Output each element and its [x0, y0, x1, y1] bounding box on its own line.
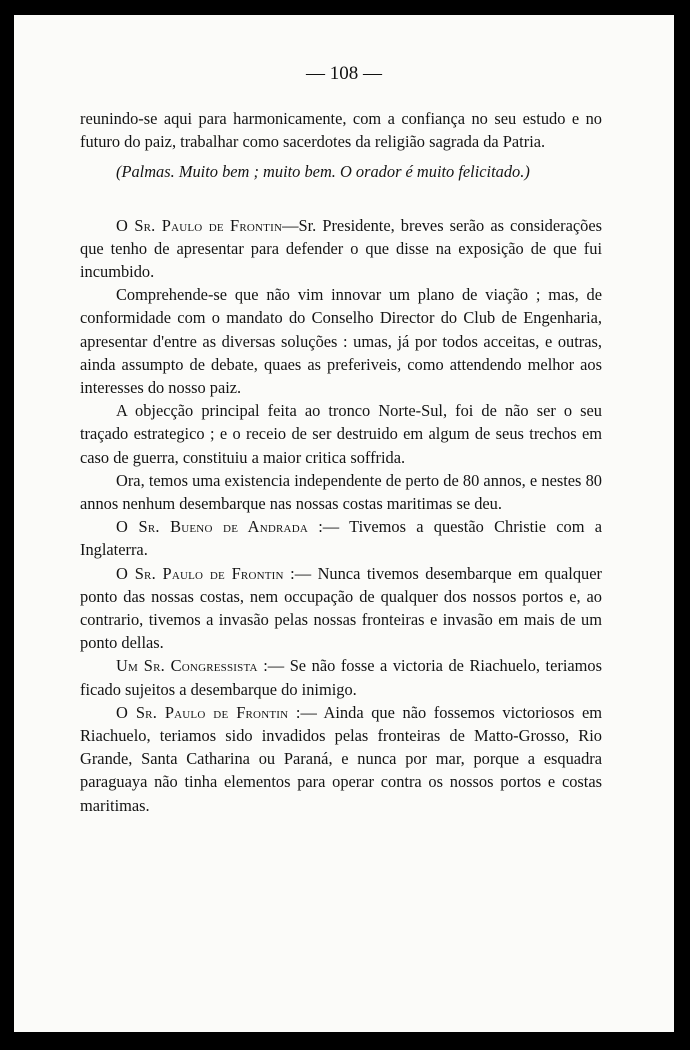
speech-paragraph: [80, 701, 602, 817]
paragraph-text: :— Tivemos a questão Christie com a Inglaterra.: [80, 517, 603, 560]
paragraph-text: :— Ainda que não fossemos victoriosos em Riachuelo, teriamos sido invadidos pelas fronteiras de Matto-Grosso, Rio Grande, Santa Catharina ou Paraná, e nunca por mar, porque a esquadra paraguaya não tinha elementos para operar contra os nossos portos e costas maritimas.: [80, 702, 602, 815]
paragraph-text: Comprehende-se que não vim innovar um plano de viação ; mas, de conformidade com o mandato do Conselho Director do Club de Engenharia, apresentar d'entre as diversas soluções : umas, já por todos acceitas, e outras, ainda assumpto de debate, quaes as preferiveis, como attendendo melhor aos interesses do nosso paiz.: [80, 285, 602, 398]
paragraph: [80, 469, 602, 515]
paragraph-text: :— Se não fosse a victoria de Riachuelo, teriamos ficado sujeitos a desembarque do inimigo.: [80, 656, 602, 699]
speech-paragraph: [80, 515, 602, 561]
applause-note: [80, 160, 602, 183]
document-page: [14, 15, 674, 1032]
paragraph-text: A objecção principal feita ao tronco Norte-Sul, foi de não ser o seu traçado estrategico ; e o receio de ser destruido em algum de seus trechos em caso de guerra, constituiu a maior critica soffrida.: [80, 401, 602, 467]
paragraph: [80, 107, 602, 153]
paragraph-text: reunindo-se aqui para harmonicamente, com a confiança no seu estudo e no futuro do paiz, trabalhar como sacerdotes da religião sagrada da Patria.: [80, 109, 602, 152]
speaker-name: O Sr. Bueno de Andrada: [116, 517, 308, 537]
body-text: [80, 107, 602, 817]
paragraph-text: —Sr. Presidente, breves serão as considerações que tenho de apresentar para defender o que disse na exposição de que fui incumbido.: [80, 215, 602, 282]
speaker-name: Um Sr. Congressista: [116, 656, 258, 676]
paragraph-text: :— Nunca tivemos desembarque em qualquer ponto das nossas costas, nem occupação de qualquer dos nossos portos e, ao contrario, tivemos a invasão pelas nossas fronteiras e invasão em mais de um ponto dellas.: [80, 563, 602, 653]
paragraph-text: Ora, temos uma existencia independente de perto de 80 annos, e nestes 80 annos nenhum desembarque nas nossas costas maritimas se deu.: [80, 470, 602, 514]
speech-paragraph: [80, 214, 602, 284]
speaker-name: O Sr. Paulo de Frontin: [116, 563, 284, 583]
paragraph: [80, 399, 602, 469]
speech-paragraph: [80, 562, 602, 655]
paragraph-text: (Palmas. Muito bem ; muito bem. O orador é muito felicitado.): [116, 162, 530, 182]
speech-paragraph: [80, 654, 602, 700]
paragraph: [80, 283, 602, 399]
page-number: — 108 —: [306, 63, 382, 84]
speaker-name: O Sr. Paulo de Frontin: [116, 215, 283, 235]
speaker-name: O Sr. Paulo de Frontin: [116, 702, 289, 722]
